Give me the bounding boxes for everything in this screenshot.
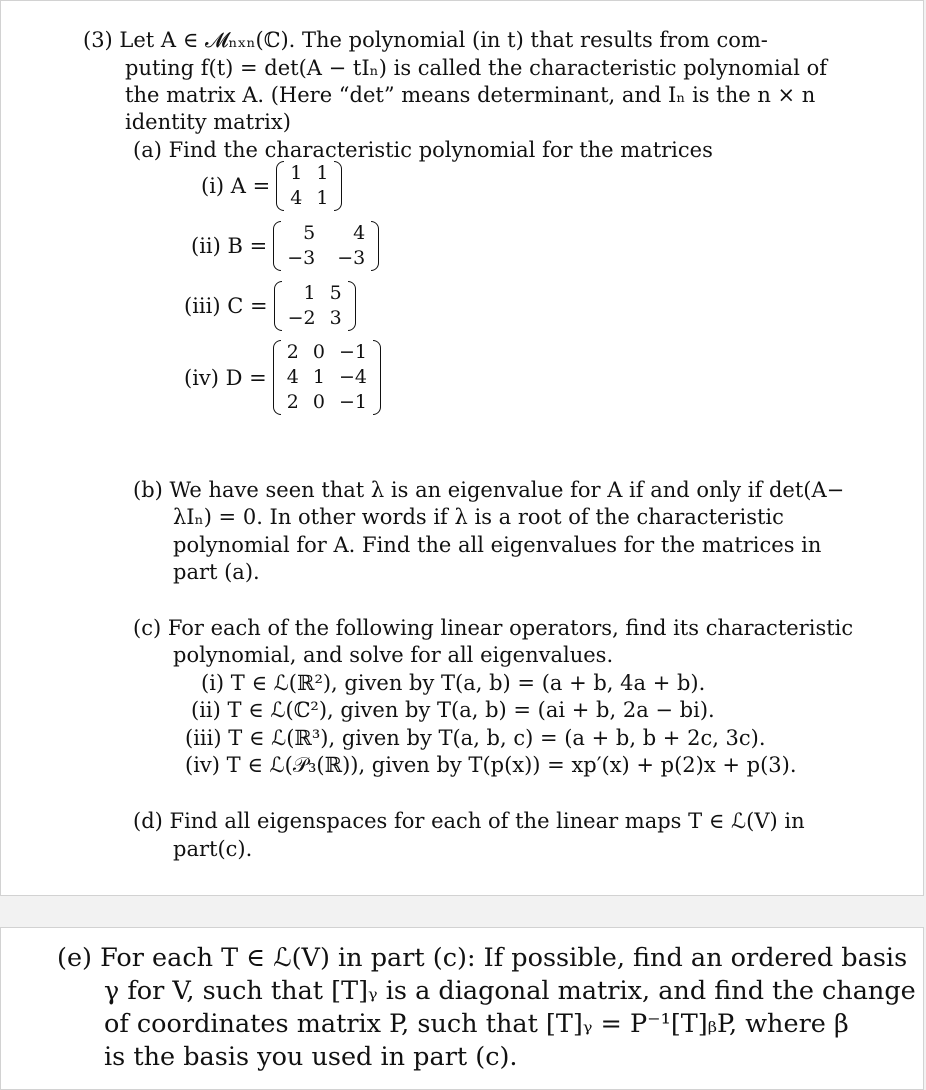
right-paren-icon bbox=[348, 281, 356, 331]
part-e-line-4: is the basis you used in part (c). bbox=[104, 1042, 518, 1072]
matrix-cell: 2 bbox=[286, 341, 299, 363]
matrix-cell: 4 bbox=[353, 222, 366, 244]
matrix-cell: −1 bbox=[338, 341, 367, 363]
matrix-cell: 5 bbox=[329, 282, 342, 304]
matrix-a-label: (i) A = bbox=[201, 174, 271, 198]
part-d-line-1: (d) Find all eigenspaces for each of the linear maps T ∈ ℒ(V) in bbox=[133, 809, 805, 833]
matrix-cell: 4 bbox=[286, 366, 299, 388]
matrix-cell: 5 bbox=[303, 222, 316, 244]
intro-line-1: (3) Let A ∈ 𝓜ₙₓₙ(ℂ). The polynomial (in t) that results from com- bbox=[83, 28, 768, 52]
part-e-line-3: of coordinates matrix P, such that [T]ᵧ = P⁻¹[T]ᵦP, where β bbox=[104, 1009, 849, 1039]
left-paren-icon bbox=[274, 281, 282, 331]
intro-line-3: the matrix A. (Here “det” means determinant, and Iₙ is the n × n bbox=[125, 83, 816, 107]
right-paren-icon bbox=[373, 340, 381, 415]
matrix-cell: 0 bbox=[312, 341, 325, 363]
matrix-cell: −4 bbox=[338, 366, 367, 388]
left-paren-icon bbox=[273, 340, 281, 415]
matrix-cell: −1 bbox=[338, 391, 367, 413]
matrix-a bbox=[201, 161, 342, 211]
part-e-line-1: (e) For each T ∈ ℒ(V) in part (c): If possible, find an ordered basis bbox=[57, 943, 908, 973]
matrix-cell: 1 bbox=[316, 162, 329, 184]
part-c-item-iv: (iv) T ∈ ℒ(𝒫₃(ℝ)), given by T(p(x)) = xp′(x) + p(2)x + p(3). bbox=[185, 753, 797, 777]
part-b-line-3: polynomial for A. Find the all eigenvalues for the matrices in bbox=[173, 533, 822, 557]
matrix-cell: 1 bbox=[303, 282, 316, 304]
intro-line-4: identity matrix) bbox=[125, 110, 291, 134]
right-paren-icon bbox=[371, 221, 379, 271]
part-e-card bbox=[0, 927, 924, 1090]
part-e-line-2: γ for V, such that [T]ᵧ is a diagonal matrix, and find the change bbox=[104, 976, 916, 1006]
matrix-cell: 2 bbox=[286, 391, 299, 413]
matrix-cell: −3 bbox=[287, 247, 316, 269]
part-d-line-2: part(c). bbox=[173, 837, 253, 861]
left-paren-icon bbox=[273, 221, 281, 271]
matrix-cell: 1 bbox=[312, 366, 325, 388]
intro-line-2: puting f(t) = det(A − tIₙ) is called the characteristic polynomial of bbox=[125, 56, 828, 80]
matrix-c-label: (iii) C = bbox=[184, 294, 268, 318]
part-c-item-i: (i) T ∈ ℒ(ℝ²), given by T(a, b) = (a + b, 4a + b). bbox=[201, 671, 706, 695]
matrix-cell: −2 bbox=[287, 307, 316, 329]
matrix-cell: 3 bbox=[329, 307, 342, 329]
part-c-item-iii: (iii) T ∈ ℒ(ℝ³), given by T(a, b, c) = (a + b, b + 2c, 3c). bbox=[185, 726, 766, 750]
part-b-line-1: (b) We have seen that λ is an eigenvalue for A if and only if det(A− bbox=[133, 478, 845, 502]
matrix-b bbox=[191, 221, 379, 271]
matrix-cell: 4 bbox=[290, 187, 303, 209]
matrix-cell: −3 bbox=[337, 247, 366, 269]
matrix-d bbox=[184, 340, 381, 415]
matrix-c bbox=[184, 281, 356, 331]
part-c-line-1: (c) For each of the following linear operators, find its characteristic bbox=[133, 616, 854, 640]
right-paren-icon bbox=[334, 161, 342, 211]
matrix-d-label: (iv) D = bbox=[184, 365, 267, 390]
left-paren-icon bbox=[276, 161, 284, 211]
part-c-item-ii: (ii) T ∈ ℒ(ℂ²), given by T(a, b) = (ai + b, 2a − bi). bbox=[191, 698, 715, 722]
matrix-b-label: (ii) B = bbox=[191, 234, 268, 258]
part-b-line-4: part (a). bbox=[173, 560, 260, 584]
part-b-line-2: λIₙ) = 0. In other words if λ is a root of the characteristic bbox=[173, 505, 784, 529]
matrix-cell: 1 bbox=[290, 162, 303, 184]
matrix-cell: 1 bbox=[316, 187, 329, 209]
part-c-line-2: polynomial, and solve for all eigenvalues. bbox=[173, 643, 614, 667]
matrix-cell: 0 bbox=[312, 391, 325, 413]
part-a-heading: (a) Find the characteristic polynomial for the matrices bbox=[133, 138, 713, 162]
